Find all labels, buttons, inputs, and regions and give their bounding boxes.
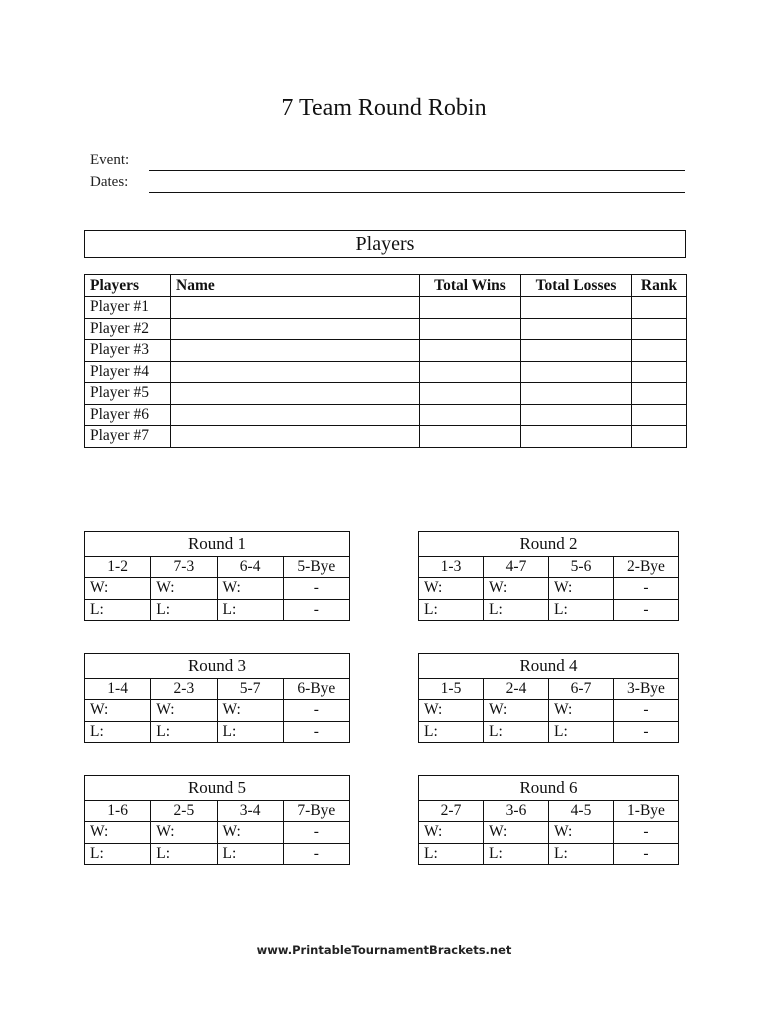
match-label: 2-4	[484, 679, 549, 700]
round-title: Round 5	[85, 776, 350, 801]
dates-label: Dates:	[90, 174, 129, 190]
match-label: 5-Bye	[283, 557, 349, 578]
bye-mark: -	[283, 843, 349, 865]
match-label: 6-4	[217, 557, 283, 578]
column-header-name: Name	[171, 275, 420, 297]
match-label: 7-3	[151, 557, 217, 578]
match-label: 2-Bye	[614, 557, 679, 578]
rank-cell[interactable]	[632, 318, 687, 340]
win-cell[interactable]: W:	[85, 578, 151, 600]
total-wins-cell[interactable]	[420, 361, 521, 383]
total-wins-cell[interactable]	[420, 318, 521, 340]
name-cell[interactable]	[171, 340, 420, 362]
loss-cell[interactable]: L:	[85, 599, 151, 621]
match-label: 7-Bye	[283, 801, 349, 822]
match-label: 2-3	[151, 679, 217, 700]
match-label: 1-3	[419, 557, 484, 578]
win-cell[interactable]: W:	[419, 822, 484, 844]
match-label: 5-7	[217, 679, 283, 700]
win-cell[interactable]: W:	[549, 822, 614, 844]
loss-cell[interactable]: L:	[151, 599, 217, 621]
loss-cell[interactable]: L:	[419, 599, 484, 621]
win-cell[interactable]: W:	[549, 578, 614, 600]
round-title: Round 4	[419, 654, 679, 679]
round-1-table	[84, 531, 350, 621]
bye-mark: -	[283, 578, 349, 600]
event-line[interactable]	[149, 170, 685, 171]
table-row	[85, 404, 687, 426]
total-losses-cell[interactable]	[521, 383, 632, 405]
players-table-header-row	[85, 275, 687, 297]
round-5-table	[84, 775, 350, 865]
win-cell[interactable]: W:	[484, 822, 549, 844]
total-losses-cell[interactable]	[521, 426, 632, 448]
round-title: Round 1	[85, 532, 350, 557]
dates-line[interactable]	[149, 192, 685, 193]
round-3-table	[84, 653, 350, 743]
match-label: 1-4	[85, 679, 151, 700]
match-label: 3-4	[217, 801, 283, 822]
win-cell[interactable]: W:	[217, 700, 283, 722]
loss-cell[interactable]: L:	[549, 843, 614, 865]
match-label: 6-7	[549, 679, 614, 700]
bye-mark: -	[283, 822, 349, 844]
loss-cell[interactable]: L:	[549, 721, 614, 743]
name-cell[interactable]	[171, 404, 420, 426]
total-wins-cell[interactable]	[420, 404, 521, 426]
match-label: 1-5	[419, 679, 484, 700]
bye-mark: -	[614, 843, 679, 865]
loss-cell[interactable]: L:	[85, 843, 151, 865]
win-cell[interactable]: W:	[484, 700, 549, 722]
table-row	[85, 340, 687, 362]
total-losses-cell[interactable]	[521, 340, 632, 362]
loss-cell[interactable]: L:	[151, 721, 217, 743]
total-losses-cell[interactable]	[521, 404, 632, 426]
footer-url: www.PrintableTournamentBrackets.net	[256, 943, 512, 957]
column-header-total-losses: Total Losses	[521, 275, 632, 297]
table-row	[85, 297, 687, 319]
player-label: Player #1	[85, 297, 171, 319]
round-4-table	[418, 653, 679, 743]
player-label: Player #3	[85, 340, 171, 362]
loss-cell[interactable]: L:	[484, 721, 549, 743]
table-row	[85, 426, 687, 448]
loss-cell[interactable]: L:	[151, 843, 217, 865]
total-wins-cell[interactable]	[420, 340, 521, 362]
total-wins-cell[interactable]	[420, 297, 521, 319]
win-cell[interactable]: W:	[484, 578, 549, 600]
column-header-players: Players	[85, 275, 171, 297]
loss-cell[interactable]: L:	[85, 721, 151, 743]
name-cell[interactable]	[171, 426, 420, 448]
name-cell[interactable]	[171, 361, 420, 383]
player-label: Player #5	[85, 383, 171, 405]
rank-cell[interactable]	[632, 404, 687, 426]
win-cell[interactable]: W:	[419, 578, 484, 600]
player-label: Player #6	[85, 404, 171, 426]
total-wins-cell[interactable]	[420, 426, 521, 448]
win-cell[interactable]: W:	[151, 700, 217, 722]
match-label: 3-6	[484, 801, 549, 822]
players-table	[84, 274, 687, 448]
round-2-table	[418, 531, 679, 621]
name-cell[interactable]	[171, 383, 420, 405]
loss-cell[interactable]: L:	[217, 721, 283, 743]
loss-cell[interactable]: L:	[549, 599, 614, 621]
rank-cell[interactable]	[632, 340, 687, 362]
match-label: 1-2	[85, 557, 151, 578]
player-label: Player #2	[85, 318, 171, 340]
match-label: 1-6	[85, 801, 151, 822]
player-label: Player #7	[85, 426, 171, 448]
bye-mark: -	[283, 700, 349, 722]
bye-mark: -	[614, 599, 679, 621]
win-cell[interactable]: W:	[85, 700, 151, 722]
loss-cell[interactable]: L:	[217, 599, 283, 621]
table-row	[85, 361, 687, 383]
total-losses-cell[interactable]	[521, 318, 632, 340]
match-label: 5-6	[549, 557, 614, 578]
event-label: Event:	[90, 152, 130, 168]
total-losses-cell[interactable]	[521, 297, 632, 319]
round-6-table	[418, 775, 679, 865]
bye-mark: -	[614, 721, 679, 743]
round-title: Round 3	[85, 654, 350, 679]
round-title: Round 6	[419, 776, 679, 801]
match-label: 2-5	[151, 801, 217, 822]
name-cell[interactable]	[171, 297, 420, 319]
rank-cell[interactable]	[632, 361, 687, 383]
table-row	[85, 383, 687, 405]
total-losses-cell[interactable]	[521, 361, 632, 383]
win-cell[interactable]: W:	[151, 822, 217, 844]
match-label: 1-Bye	[614, 801, 679, 822]
column-header-rank: Rank	[632, 275, 687, 297]
win-cell[interactable]: W:	[85, 822, 151, 844]
total-wins-cell[interactable]	[420, 383, 521, 405]
players-section-header: Players	[84, 230, 686, 258]
rank-cell[interactable]	[632, 383, 687, 405]
name-cell[interactable]	[171, 318, 420, 340]
rank-cell[interactable]	[632, 297, 687, 319]
win-cell[interactable]: W:	[217, 822, 283, 844]
match-label: 3-Bye	[614, 679, 679, 700]
column-header-total-wins: Total Wins	[420, 275, 521, 297]
loss-cell[interactable]: L:	[419, 721, 484, 743]
player-label: Player #4	[85, 361, 171, 383]
bye-mark: -	[283, 721, 349, 743]
table-row	[85, 318, 687, 340]
win-cell[interactable]: W:	[217, 578, 283, 600]
loss-cell[interactable]: L:	[484, 599, 549, 621]
loss-cell[interactable]: L:	[484, 843, 549, 865]
bye-mark: -	[614, 700, 679, 722]
bye-mark: -	[614, 822, 679, 844]
match-label: 2-7	[419, 801, 484, 822]
match-label: 4-7	[484, 557, 549, 578]
bye-mark: -	[283, 599, 349, 621]
bye-mark: -	[614, 578, 679, 600]
win-cell[interactable]: W:	[419, 700, 484, 722]
match-label: 4-5	[549, 801, 614, 822]
round-title: Round 2	[419, 532, 679, 557]
win-cell[interactable]: W:	[151, 578, 217, 600]
loss-cell[interactable]: L:	[217, 843, 283, 865]
page-title: 7 Team Round Robin	[281, 95, 487, 121]
match-label: 6-Bye	[283, 679, 349, 700]
win-cell[interactable]: W:	[549, 700, 614, 722]
loss-cell[interactable]: L:	[419, 843, 484, 865]
rank-cell[interactable]	[632, 426, 687, 448]
